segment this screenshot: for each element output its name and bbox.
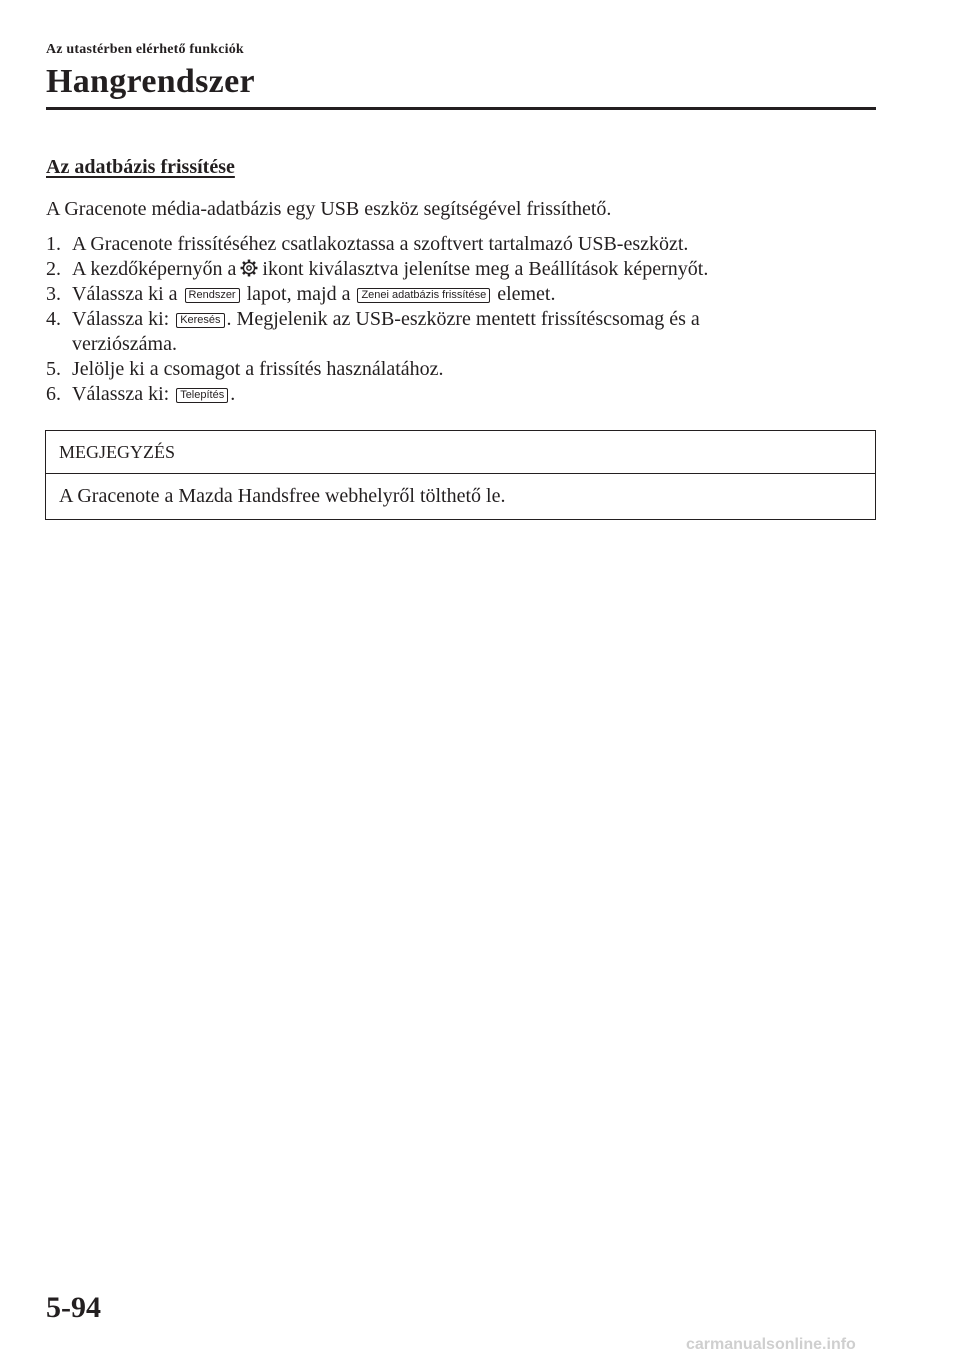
- section-heading: Az adatbázis frissítése: [46, 156, 235, 178]
- step-number: 1.: [46, 233, 61, 255]
- step-text: lapot, majd a: [246, 283, 351, 305]
- step-4: [46, 307, 866, 357]
- step-number: 5.: [46, 358, 61, 380]
- step-number: 2.: [46, 258, 61, 280]
- intro-paragraph: A Gracenote média-adatbázis egy USB eszköz segítségével frissíthető.: [46, 198, 612, 220]
- page-number: 5-94: [46, 1291, 101, 1324]
- step-text: elemet.: [497, 283, 556, 305]
- step-text: A Gracenote frissítéséhez csatlakoztassa a szoftvert tartalmazó USB-eszközt.: [72, 233, 689, 255]
- step-text: A kezdőképernyőn a: [72, 258, 237, 280]
- step-number: 6.: [46, 383, 61, 405]
- step-text: Válassza ki:: [72, 383, 170, 405]
- step-3: [46, 282, 866, 307]
- note-box: [45, 430, 876, 520]
- step-5: [46, 357, 866, 382]
- step-6: [46, 382, 866, 407]
- step-number: 4.: [46, 308, 61, 330]
- search-button[interactable]: Keresés: [176, 313, 224, 328]
- step-text: Jelölje ki a csomagot a frissítés használatához.: [72, 358, 444, 380]
- music-database-update-button[interactable]: Zenei adatbázis frissítése: [357, 288, 490, 303]
- step-text: Válassza ki a: [72, 283, 178, 305]
- step-2: [46, 257, 866, 282]
- step-text: . Megjelenik az USB-eszközre mentett frissítéscsomag és a: [226, 308, 700, 330]
- rendszer-tab-button[interactable]: Rendszer: [185, 288, 240, 303]
- note-heading: MEGJEGYZÉS: [46, 431, 875, 474]
- step-text-continuation: verziószáma.: [72, 333, 177, 355]
- chapter-label: Az utastérben elérhető funkciók: [46, 42, 244, 57]
- title-divider: [46, 107, 876, 110]
- step-text: Válassza ki:: [72, 308, 170, 330]
- step-text: .: [230, 383, 236, 405]
- step-text: ikont kiválasztva jelenítse meg a Beállítások képernyőt.: [262, 258, 709, 280]
- note-body: A Gracenote a Mazda Handsfree webhelyről tölthető le.: [59, 485, 506, 507]
- settings-gear-icon: [240, 259, 258, 277]
- install-button[interactable]: Telepítés: [176, 388, 228, 403]
- steps-list: [46, 232, 866, 407]
- step-1: [46, 232, 866, 257]
- step-number: 3.: [46, 283, 61, 305]
- page-title: Hangrendszer: [46, 63, 255, 100]
- watermark: carmanualsonline.info: [686, 1336, 856, 1353]
